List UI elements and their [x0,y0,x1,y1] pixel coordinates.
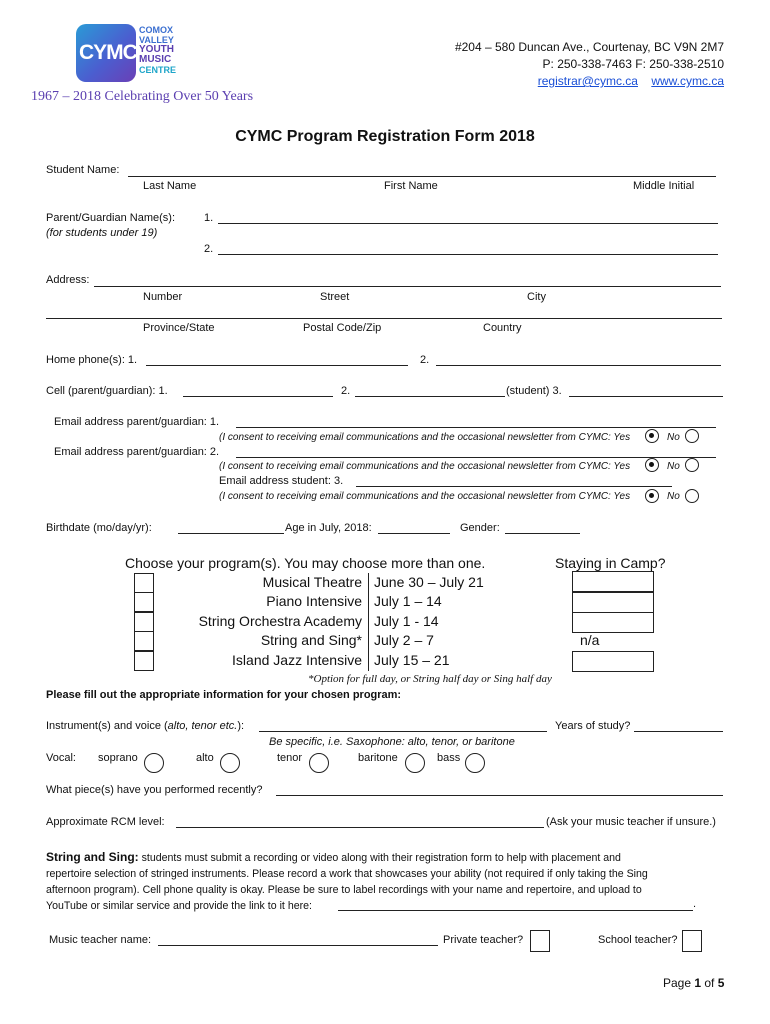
program-checkbox-island-jazz[interactable] [134,651,154,671]
age-label: Age in July, 2018: [285,522,372,534]
program-dates: July 15 – 21 [374,652,450,668]
string-sing-heading: String and Sing: [46,850,139,864]
pieces-field[interactable] [276,795,723,796]
program-name: String and Sing* [260,632,362,648]
province-caption: Province/State [143,322,215,334]
program-dates: July 1 – 14 [374,593,442,609]
page-number: Page 1 of 5 [663,976,725,990]
program-footnote: *Option for full day, or String half day or Sing half day [308,673,552,685]
student-phone-field[interactable] [569,396,723,397]
city-caption: City [527,291,546,303]
page-title: CYMC Program Registration Form 2018 [235,128,535,145]
parent-name-field-2[interactable] [218,254,718,255]
logo-subtext: COMOX VALLEY YOUTH MUSIC CENTRE [139,25,177,75]
logo [76,24,182,84]
instrument-hint: Be specific, i.e. Saxophone: alto, tenor, or baritone [269,736,515,748]
vocal-option-label: alto [196,752,214,764]
address-label: Address: [46,274,90,286]
celebration-banner: 1967 – 2018 Celebrating Over 50 Years [31,89,254,104]
camp-box-piano-intensive[interactable] [572,592,654,613]
program-checkbox-string-orchestra[interactable] [134,612,154,632]
gender-field[interactable] [505,533,580,534]
program-name: Musical Theatre [262,574,362,590]
camp-box-string-orchestra[interactable] [572,612,654,633]
fill-instructions: Please fill out the appropriate information for your chosen program: [46,689,402,701]
consent-3-yes-radio[interactable] [645,489,659,503]
camp-heading: Staying in Camp? [555,555,666,571]
org-address: #204 – 580 Duncan Ave., Courtenay, BC V9N 2M7 [454,40,724,54]
student-name-field[interactable] [128,176,716,177]
parent-2-num: 2. [204,243,214,255]
string-sing-paragraph: String and Sing: students must submit a recording or video along with their registration form to help with placement and repertoire selection of stringed instruments. Please record a work that showcases your ability (not required if only taking the Sing afternoon program). Cell phone quality is okay. Please be sure to label recordings with your name and repertoire, and upload to YouTube or similar service and provide the link to it here: [46,850,648,912]
address-field-1[interactable] [94,286,721,287]
program-table [154,573,508,671]
first-name-caption: First Name [384,180,438,192]
org-phone: P: 250-338-7463 F: 250-338-2510 [542,57,724,71]
program-dates: July 2 – 7 [374,632,434,648]
consent-3-no-label: No [667,491,680,502]
vocal-soprano-radio[interactable] [144,753,164,773]
home-phone-2-label: 2. [420,354,430,366]
email-student-label: Email address student: 3. [219,475,344,487]
private-teacher-label: Private teacher? [443,934,524,946]
vocal-option-label: baritone [358,752,398,764]
number-caption: Number [143,291,183,303]
program-name: String Orchestra Academy [198,613,362,629]
program-dates: June 30 – July 21 [374,574,484,590]
consent-2-text: (I consent to receiving email communications and the occasional newsletter from CYMC: Yes [219,461,631,472]
music-teacher-label: Music teacher name: [49,934,152,946]
consent-1-text: (I consent to receiving email communications and the occasional newsletter from CYMC: Yes [219,432,631,443]
vocal-tenor-radio[interactable] [309,753,329,773]
home-phone-field-1[interactable] [146,365,408,366]
camp-na-text: n/a [580,632,600,648]
vocal-bass-radio[interactable] [465,753,485,773]
parent-1-num: 1. [204,212,214,224]
vocal-label: Vocal: [46,752,76,764]
home-phone-field-2[interactable] [436,365,721,366]
years-study-field[interactable] [634,731,723,732]
programs-heading: Choose your program(s). You may choose more than one. [125,555,486,571]
program-list [134,573,654,671]
address-field-2[interactable] [46,318,722,319]
cell-phone-2-label: 2. [341,385,351,397]
home-phone-label: Home phone(s): 1. [46,354,138,366]
email-parent-1-field[interactable] [236,427,716,428]
rcm-note: (Ask your music teacher if unsure.) [546,816,716,828]
website-link[interactable]: www.cymc.ca [651,74,724,88]
email-link[interactable]: registrar@cymc.ca [537,74,638,88]
cell-phone-label: Cell (parent/guardian): 1. [46,385,168,397]
org-contact [538,74,724,88]
program-dates: July 1 - 14 [374,613,439,629]
email-parent-2-field[interactable] [236,457,716,458]
program-name: Island Jazz Intensive [232,652,362,668]
school-teacher-label: School teacher? [598,934,678,946]
birthdate-label: Birthdate (mo/day/yr): [46,522,152,534]
pieces-label: What piece(s) have you performed recently? [46,784,263,796]
middle-initial-caption: Middle Initial [633,180,695,192]
program-checkbox-piano-intensive[interactable] [134,592,154,612]
vocal-option-label: soprano [98,752,138,764]
consent-3-text: (I consent to receiving email communications and the occasional newsletter from CYMC: Yes [219,491,631,502]
consent-2-no-radio[interactable] [685,458,699,472]
parent-name-field-1[interactable] [218,223,718,224]
parent-note: (for students under 19) [46,227,158,239]
parent-name-label: Parent/Guardian Name(s): [46,212,175,224]
vocal-alto-radio[interactable] [220,753,240,773]
vocal-baritone-radio[interactable] [405,753,425,773]
consent-1-no-label: No [667,432,680,443]
vocal-option-label: tenor [277,752,303,764]
student-phone-label: (student) 3. [506,385,562,397]
postal-caption: Postal Code/Zip [303,322,382,334]
street-caption: Street [320,291,350,303]
years-study-label: Years of study? [555,720,631,732]
music-teacher-field[interactable] [158,945,438,946]
student-name-label: Student Name: [46,164,120,176]
consent-2-yes-radio[interactable] [645,458,659,472]
instrument-field[interactable] [259,731,547,732]
last-name-caption: Last Name [143,180,197,192]
program-name: Piano Intensive [266,593,362,609]
camp-box-musical-theatre[interactable] [572,571,654,592]
consent-1-no-radio[interactable] [685,429,699,443]
cell-phone-field-2[interactable] [355,396,505,397]
rcm-field[interactable] [176,827,544,828]
camp-box-island-jazz[interactable] [572,651,654,672]
birthdate-field[interactable] [178,533,284,534]
program-checkbox-musical-theatre[interactable] [134,573,154,593]
age-field[interactable] [378,533,450,534]
program-checkbox-string-and-sing[interactable] [134,631,154,651]
rcm-label: Approximate RCM level: [46,816,165,828]
private-teacher-checkbox[interactable] [530,930,550,952]
email-parent-1-label: Email address parent/guardian: 1. [54,416,220,428]
consent-1-yes-radio[interactable] [645,429,659,443]
cell-phone-field-1[interactable] [183,396,333,397]
email-parent-2-label: Email address parent/guardian: 2. [54,446,220,458]
logo-text: CYMC [79,41,137,64]
school-teacher-checkbox[interactable] [682,930,702,952]
vocal-option-label: bass [437,752,461,764]
consent-2-no-label: No [667,461,680,472]
country-caption: Country [483,322,522,334]
recording-link-field[interactable] [338,910,693,911]
gender-label: Gender: [460,522,500,534]
email-student-field[interactable] [356,486,672,487]
consent-3-no-radio[interactable] [685,489,699,503]
instrument-label: Instrument(s) and voice (alto, tenor etc.): [46,720,245,732]
